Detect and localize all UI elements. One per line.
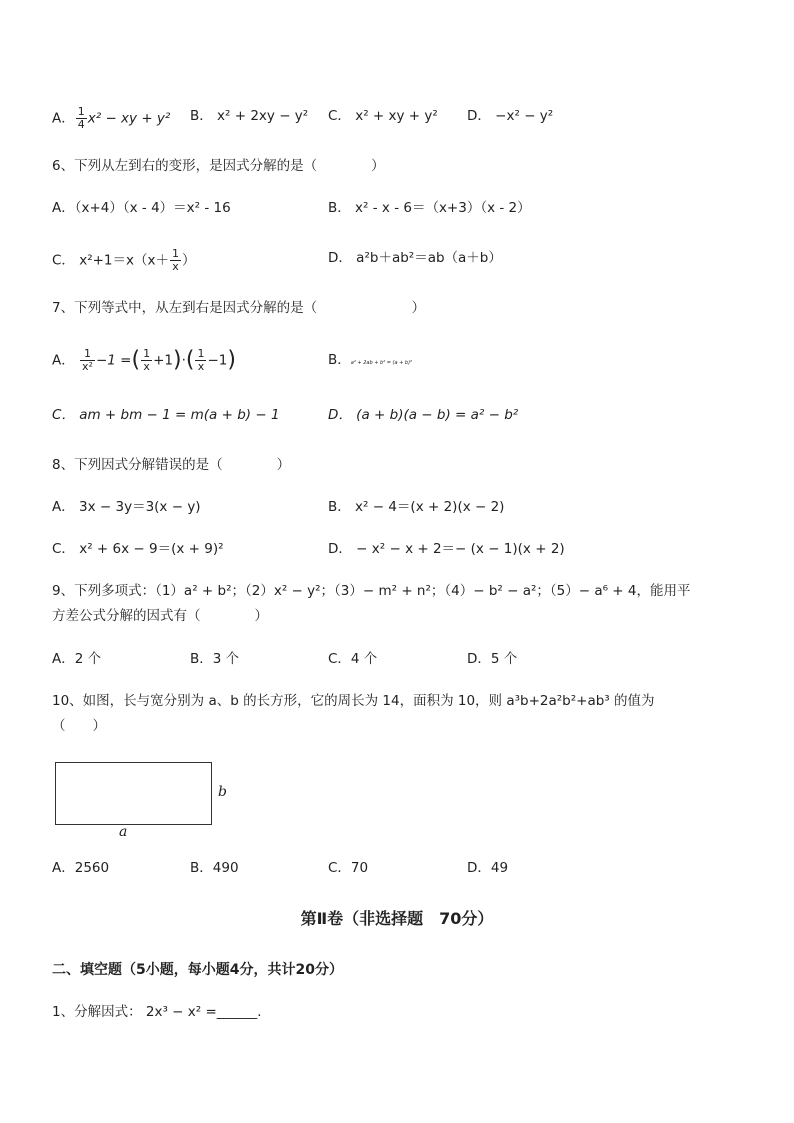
- fraction: $\frac{1}{4}$: [77, 105, 85, 131]
- fraction: $\frac{1}{\text{x²}}$: [82, 347, 93, 373]
- q10-option-b: B．490: [190, 860, 239, 876]
- rectangle-label-b: b: [218, 784, 227, 800]
- q6-option-d: D． a²b＋ab²＝ab（a＋b）: [328, 250, 502, 266]
- q7-option-d: D． (a + b)(a − b) = a² − b²: [328, 407, 519, 423]
- rectangle-figure: [55, 762, 212, 825]
- fraction: $\frac{1}{x}$: [197, 347, 205, 373]
- q10-stem-line1: 10、如图，长与宽分别为 a、b 的长方形，它的周长为 14，面积为 10，则 a³b+2a²b²+ab³ 的值为: [52, 693, 655, 709]
- right-paren: ): [227, 347, 236, 373]
- q9-option-b: B．3 个: [190, 651, 240, 667]
- q10-option-d: D．49: [467, 860, 509, 876]
- rectangle-label-a: a: [119, 824, 128, 840]
- q10-option-c: C．70: [328, 860, 369, 876]
- q7-option-b: B．a² + 2ab + b² = (a + b)²: [328, 352, 413, 368]
- q8-option-d: D． − x² − x + 2＝− (x − 1)(x + 2): [328, 541, 565, 557]
- left-paren: (: [185, 347, 195, 373]
- q10-option-a: A．2560: [52, 860, 110, 876]
- section-title: 第Ⅱ卷（非选择题 70分）: [300, 909, 494, 928]
- q8-option-c: C． x² + 6x − 9＝(x + 9)²: [52, 541, 224, 557]
- q5-option-a: A． $\frac{1}{4}$ x² − xy + y²: [52, 105, 171, 131]
- q9-option-c: C．4 个: [328, 651, 378, 667]
- fraction: $\frac{1}{x}$: [172, 247, 179, 273]
- q6-option-c: C． x²+1＝x（x＋ $\frac{1}{x}$ ）: [52, 247, 196, 273]
- q6-option-a: A．（x+4）（x - 4）＝x² - 16: [52, 200, 231, 216]
- q8-option-b: B． x² − 4＝(x + 2)(x − 2): [328, 499, 505, 515]
- q10-stem-line2: （ ）: [52, 718, 106, 734]
- fill-blank-heading: 二、填空题（5小题，每小题4分，共计20分）: [52, 962, 343, 978]
- q8-option-a: A． 3x − 3y＝3(x − y): [52, 499, 201, 515]
- q5-option-b: B． x² + 2xy − y²: [190, 108, 309, 124]
- q9-stem-line1: 9、下列多项式：（1）a² + b²；（2）x² − y²；（3）− m² + n²；（4）− b² − a²；（5）− a⁶ + 4，能用平: [52, 583, 691, 599]
- right-paren: ): [172, 347, 182, 373]
- fraction: $\frac{1}{x}$: [143, 347, 151, 373]
- q9-option-a: A．2 个: [52, 651, 102, 667]
- option-label: A．: [52, 110, 75, 127]
- q7-option-a: A． $\frac{1}{\text{x²}}$ −1 =( $\frac{1}{x}$ +1)·( $\frac{1}{x}$ −1): [52, 347, 236, 373]
- q6-option-b: B． x² - x - 6＝（x+3）（x - 2）: [328, 200, 531, 216]
- fill-question-1: 1、分解因式： 2x³ − x² =______.: [52, 1004, 262, 1020]
- q9-stem-line2: 方差公式分解的因式有（ ）: [52, 608, 268, 624]
- left-paren: (: [131, 347, 141, 373]
- q5-option-d: D． −x² − y²: [467, 108, 554, 124]
- q7-stem: 7、下列等式中，从左到右是因式分解的是（ ）: [52, 300, 426, 316]
- q6-stem: 6、下列从左到右的变形，是因式分解的是（ ）: [52, 158, 385, 174]
- q9-option-d: D．5 个: [467, 651, 518, 667]
- q8-stem: 8、下列因式分解错误的是（ ）: [52, 457, 291, 473]
- q7-option-c: C． am + bm − 1 = m(a + b) − 1: [52, 407, 280, 423]
- q5-option-c: C． x² + xy + y²: [328, 108, 438, 124]
